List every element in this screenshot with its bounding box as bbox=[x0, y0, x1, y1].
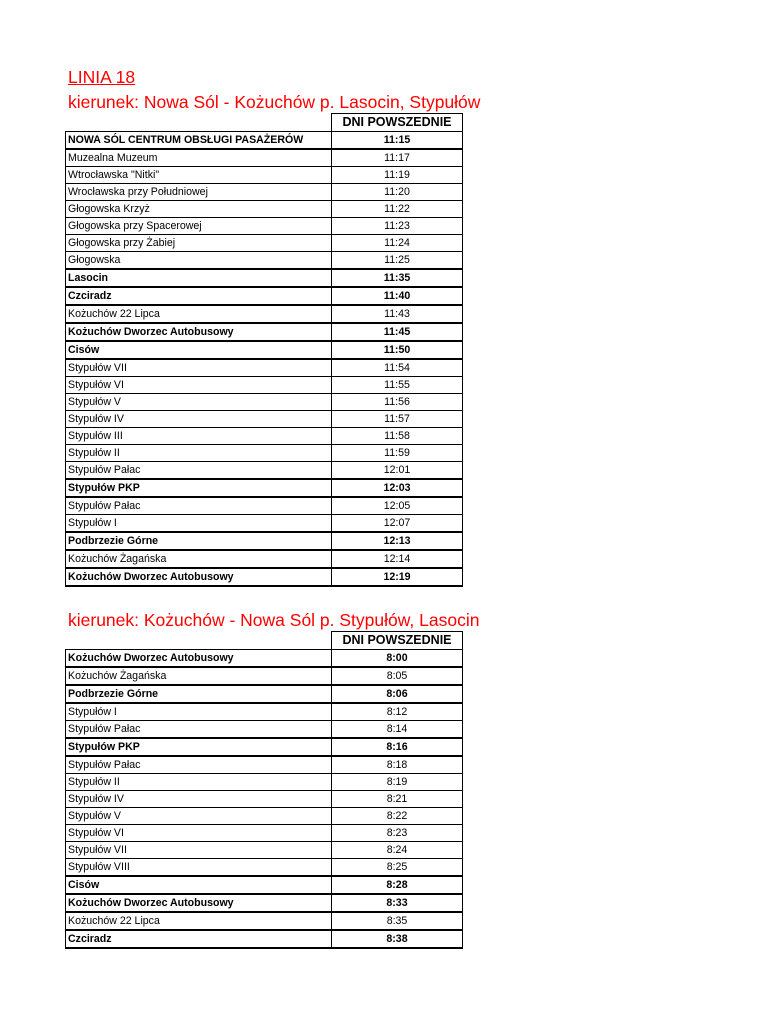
table-row bbox=[66, 376, 463, 393]
stop-name: Stypułów VI bbox=[66, 376, 332, 393]
stop-name: Kożuchów Żagańska bbox=[66, 550, 332, 568]
table-row bbox=[66, 217, 463, 234]
departure-time: 12:19 bbox=[332, 568, 463, 586]
table-row bbox=[66, 858, 463, 876]
stop-name: Stypułów V bbox=[66, 393, 332, 410]
table-row bbox=[66, 568, 463, 586]
stop-name: Stypułów VI bbox=[66, 824, 332, 841]
departure-time: 11:35 bbox=[332, 269, 463, 287]
table-row bbox=[66, 183, 463, 200]
departure-time: 11:15 bbox=[332, 131, 463, 149]
departure-time: 11:56 bbox=[332, 393, 463, 410]
table-row bbox=[66, 514, 463, 532]
stop-name: Kożuchów Dworzec Autobusowy bbox=[66, 323, 332, 341]
departure-time: 11:24 bbox=[332, 234, 463, 251]
table-row bbox=[66, 393, 463, 410]
departure-time: 11:17 bbox=[332, 149, 463, 167]
table-row bbox=[66, 550, 463, 568]
departure-time: 11:59 bbox=[332, 444, 463, 461]
table-row bbox=[66, 790, 463, 807]
table-row bbox=[66, 305, 463, 323]
stop-name: Stypułów PKP bbox=[66, 738, 332, 756]
table-row bbox=[66, 930, 463, 948]
header-blank-cell bbox=[66, 632, 332, 650]
departure-time: 12:03 bbox=[332, 479, 463, 497]
table-row bbox=[66, 497, 463, 515]
stop-name: Stypułów I bbox=[66, 703, 332, 721]
departure-time: 12:07 bbox=[332, 514, 463, 532]
stop-name: Stypułów III bbox=[66, 427, 332, 444]
table-row bbox=[66, 649, 463, 667]
direction1-heading: kierunek: Nowa Sól - Kożuchów p. Lasocin, Stypułów bbox=[68, 92, 481, 112]
table-row bbox=[66, 738, 463, 756]
departure-time: 11:40 bbox=[332, 287, 463, 305]
stop-name: Głogowska przy Spacerowej bbox=[66, 217, 332, 234]
departure-time: 11:45 bbox=[332, 323, 463, 341]
column-header-weekdays: DNI POWSZEDNIE bbox=[332, 114, 463, 132]
stop-name: Stypułów VIII bbox=[66, 858, 332, 876]
table-row bbox=[66, 287, 463, 305]
stop-name: Wrocławska przy Południowej bbox=[66, 183, 332, 200]
departure-time: 8:00 bbox=[332, 649, 463, 667]
departure-time: 11:58 bbox=[332, 427, 463, 444]
departure-time: 12:05 bbox=[332, 497, 463, 515]
table-row bbox=[66, 166, 463, 183]
stop-name: Głogowska Krzyż bbox=[66, 200, 332, 217]
table-row bbox=[66, 234, 463, 251]
stop-name: Stypułów II bbox=[66, 444, 332, 461]
departure-time: 8:06 bbox=[332, 685, 463, 703]
departure-time: 8:22 bbox=[332, 807, 463, 824]
stop-name: Stypułów VII bbox=[66, 359, 332, 377]
table-row bbox=[66, 427, 463, 444]
table-row bbox=[66, 756, 463, 774]
stop-name: Stypułów Pałac bbox=[66, 756, 332, 774]
direction1-timetable bbox=[65, 113, 463, 587]
stop-name: Stypułów II bbox=[66, 773, 332, 790]
table-row bbox=[66, 912, 463, 930]
table-row bbox=[66, 149, 463, 167]
direction2-rows bbox=[66, 632, 463, 948]
line-title: LINIA 18 bbox=[68, 67, 136, 87]
table-row bbox=[66, 251, 463, 269]
departure-time: 8:14 bbox=[332, 720, 463, 738]
stop-name: Cisów bbox=[66, 876, 332, 894]
departure-time: 8:24 bbox=[332, 841, 463, 858]
departure-time: 11:55 bbox=[332, 376, 463, 393]
departure-time: 11:19 bbox=[332, 166, 463, 183]
table-row bbox=[66, 200, 463, 217]
table-row bbox=[66, 359, 463, 377]
stop-name: Stypułów IV bbox=[66, 410, 332, 427]
table-row bbox=[66, 894, 463, 912]
stop-name: NOWA SÓL CENTRUM OBSŁUGI PASAŻERÓW bbox=[66, 131, 332, 149]
departure-time: 8:19 bbox=[332, 773, 463, 790]
table-row bbox=[66, 720, 463, 738]
stop-name: Stypułów I bbox=[66, 514, 332, 532]
stop-name: Kożuchów Dworzec Autobusowy bbox=[66, 894, 332, 912]
table-row bbox=[66, 841, 463, 858]
table-row bbox=[66, 323, 463, 341]
direction2-heading: kierunek: Kożuchów - Nowa Sól p. Stypułów, Lasocin bbox=[68, 610, 480, 630]
stop-name: Stypułów Pałac bbox=[66, 720, 332, 738]
departure-time: 11:22 bbox=[332, 200, 463, 217]
stop-name: Głogowska przy Żabiej bbox=[66, 234, 332, 251]
stop-name: Głogowska bbox=[66, 251, 332, 269]
table-row bbox=[66, 269, 463, 287]
departure-time: 12:13 bbox=[332, 532, 463, 550]
stop-name: Kożuchów Dworzec Autobusowy bbox=[66, 568, 332, 586]
table-row bbox=[66, 444, 463, 461]
column-header-weekdays: DNI POWSZEDNIE bbox=[332, 632, 463, 650]
departure-time: 12:01 bbox=[332, 461, 463, 479]
departure-time: 8:25 bbox=[332, 858, 463, 876]
table-row bbox=[66, 876, 463, 894]
stop-name: Stypułów VII bbox=[66, 841, 332, 858]
stop-name: Czciradz bbox=[66, 287, 332, 305]
stop-name: Stypułów IV bbox=[66, 790, 332, 807]
departure-time: 11:20 bbox=[332, 183, 463, 200]
stop-name: Kożuchów Żagańska bbox=[66, 667, 332, 685]
departure-time: 11:25 bbox=[332, 251, 463, 269]
departure-time: 11:23 bbox=[332, 217, 463, 234]
table-row bbox=[66, 685, 463, 703]
stop-name: Kożuchów 22 Lipca bbox=[66, 912, 332, 930]
table-header-row bbox=[66, 632, 463, 650]
stop-name: Kożuchów 22 Lipca bbox=[66, 305, 332, 323]
stop-name: Stypułów Pałac bbox=[66, 497, 332, 515]
departure-time: 11:50 bbox=[332, 341, 463, 359]
direction1-rows bbox=[66, 114, 463, 586]
header-blank-cell bbox=[66, 114, 332, 132]
table-row bbox=[66, 479, 463, 497]
stop-name: Stypułów V bbox=[66, 807, 332, 824]
stop-name: Podbrzezie Górne bbox=[66, 685, 332, 703]
departure-time: 11:43 bbox=[332, 305, 463, 323]
stop-name: Podbrzezie Górne bbox=[66, 532, 332, 550]
table-row bbox=[66, 410, 463, 427]
stop-name: Muzealna Muzeum bbox=[66, 149, 332, 167]
departure-time: 8:05 bbox=[332, 667, 463, 685]
stop-name: Cisów bbox=[66, 341, 332, 359]
departure-time: 8:35 bbox=[332, 912, 463, 930]
table-row bbox=[66, 824, 463, 841]
direction2-timetable bbox=[65, 631, 463, 949]
stop-name: Kożuchów Dworzec Autobusowy bbox=[66, 649, 332, 667]
stop-name: Czciradz bbox=[66, 930, 332, 948]
table-row bbox=[66, 667, 463, 685]
table-row bbox=[66, 773, 463, 790]
departure-time: 8:21 bbox=[332, 790, 463, 807]
departure-time: 8:28 bbox=[332, 876, 463, 894]
table-row bbox=[66, 807, 463, 824]
stop-name: Lasocin bbox=[66, 269, 332, 287]
table-row bbox=[66, 341, 463, 359]
stop-name: Stypułów Pałac bbox=[66, 461, 332, 479]
departure-time: 8:18 bbox=[332, 756, 463, 774]
departure-time: 8:23 bbox=[332, 824, 463, 841]
departure-time: 11:57 bbox=[332, 410, 463, 427]
stop-name: Stypułów PKP bbox=[66, 479, 332, 497]
departure-time: 12:14 bbox=[332, 550, 463, 568]
table-row bbox=[66, 461, 463, 479]
stop-name: Wtrocławska "Nitki" bbox=[66, 166, 332, 183]
departure-time: 11:54 bbox=[332, 359, 463, 377]
departure-time: 8:38 bbox=[332, 930, 463, 948]
departure-time: 8:12 bbox=[332, 703, 463, 721]
departure-time: 8:33 bbox=[332, 894, 463, 912]
table-row bbox=[66, 532, 463, 550]
table-row bbox=[66, 703, 463, 721]
table-row bbox=[66, 131, 463, 149]
departure-time: 8:16 bbox=[332, 738, 463, 756]
table-header-row bbox=[66, 114, 463, 132]
